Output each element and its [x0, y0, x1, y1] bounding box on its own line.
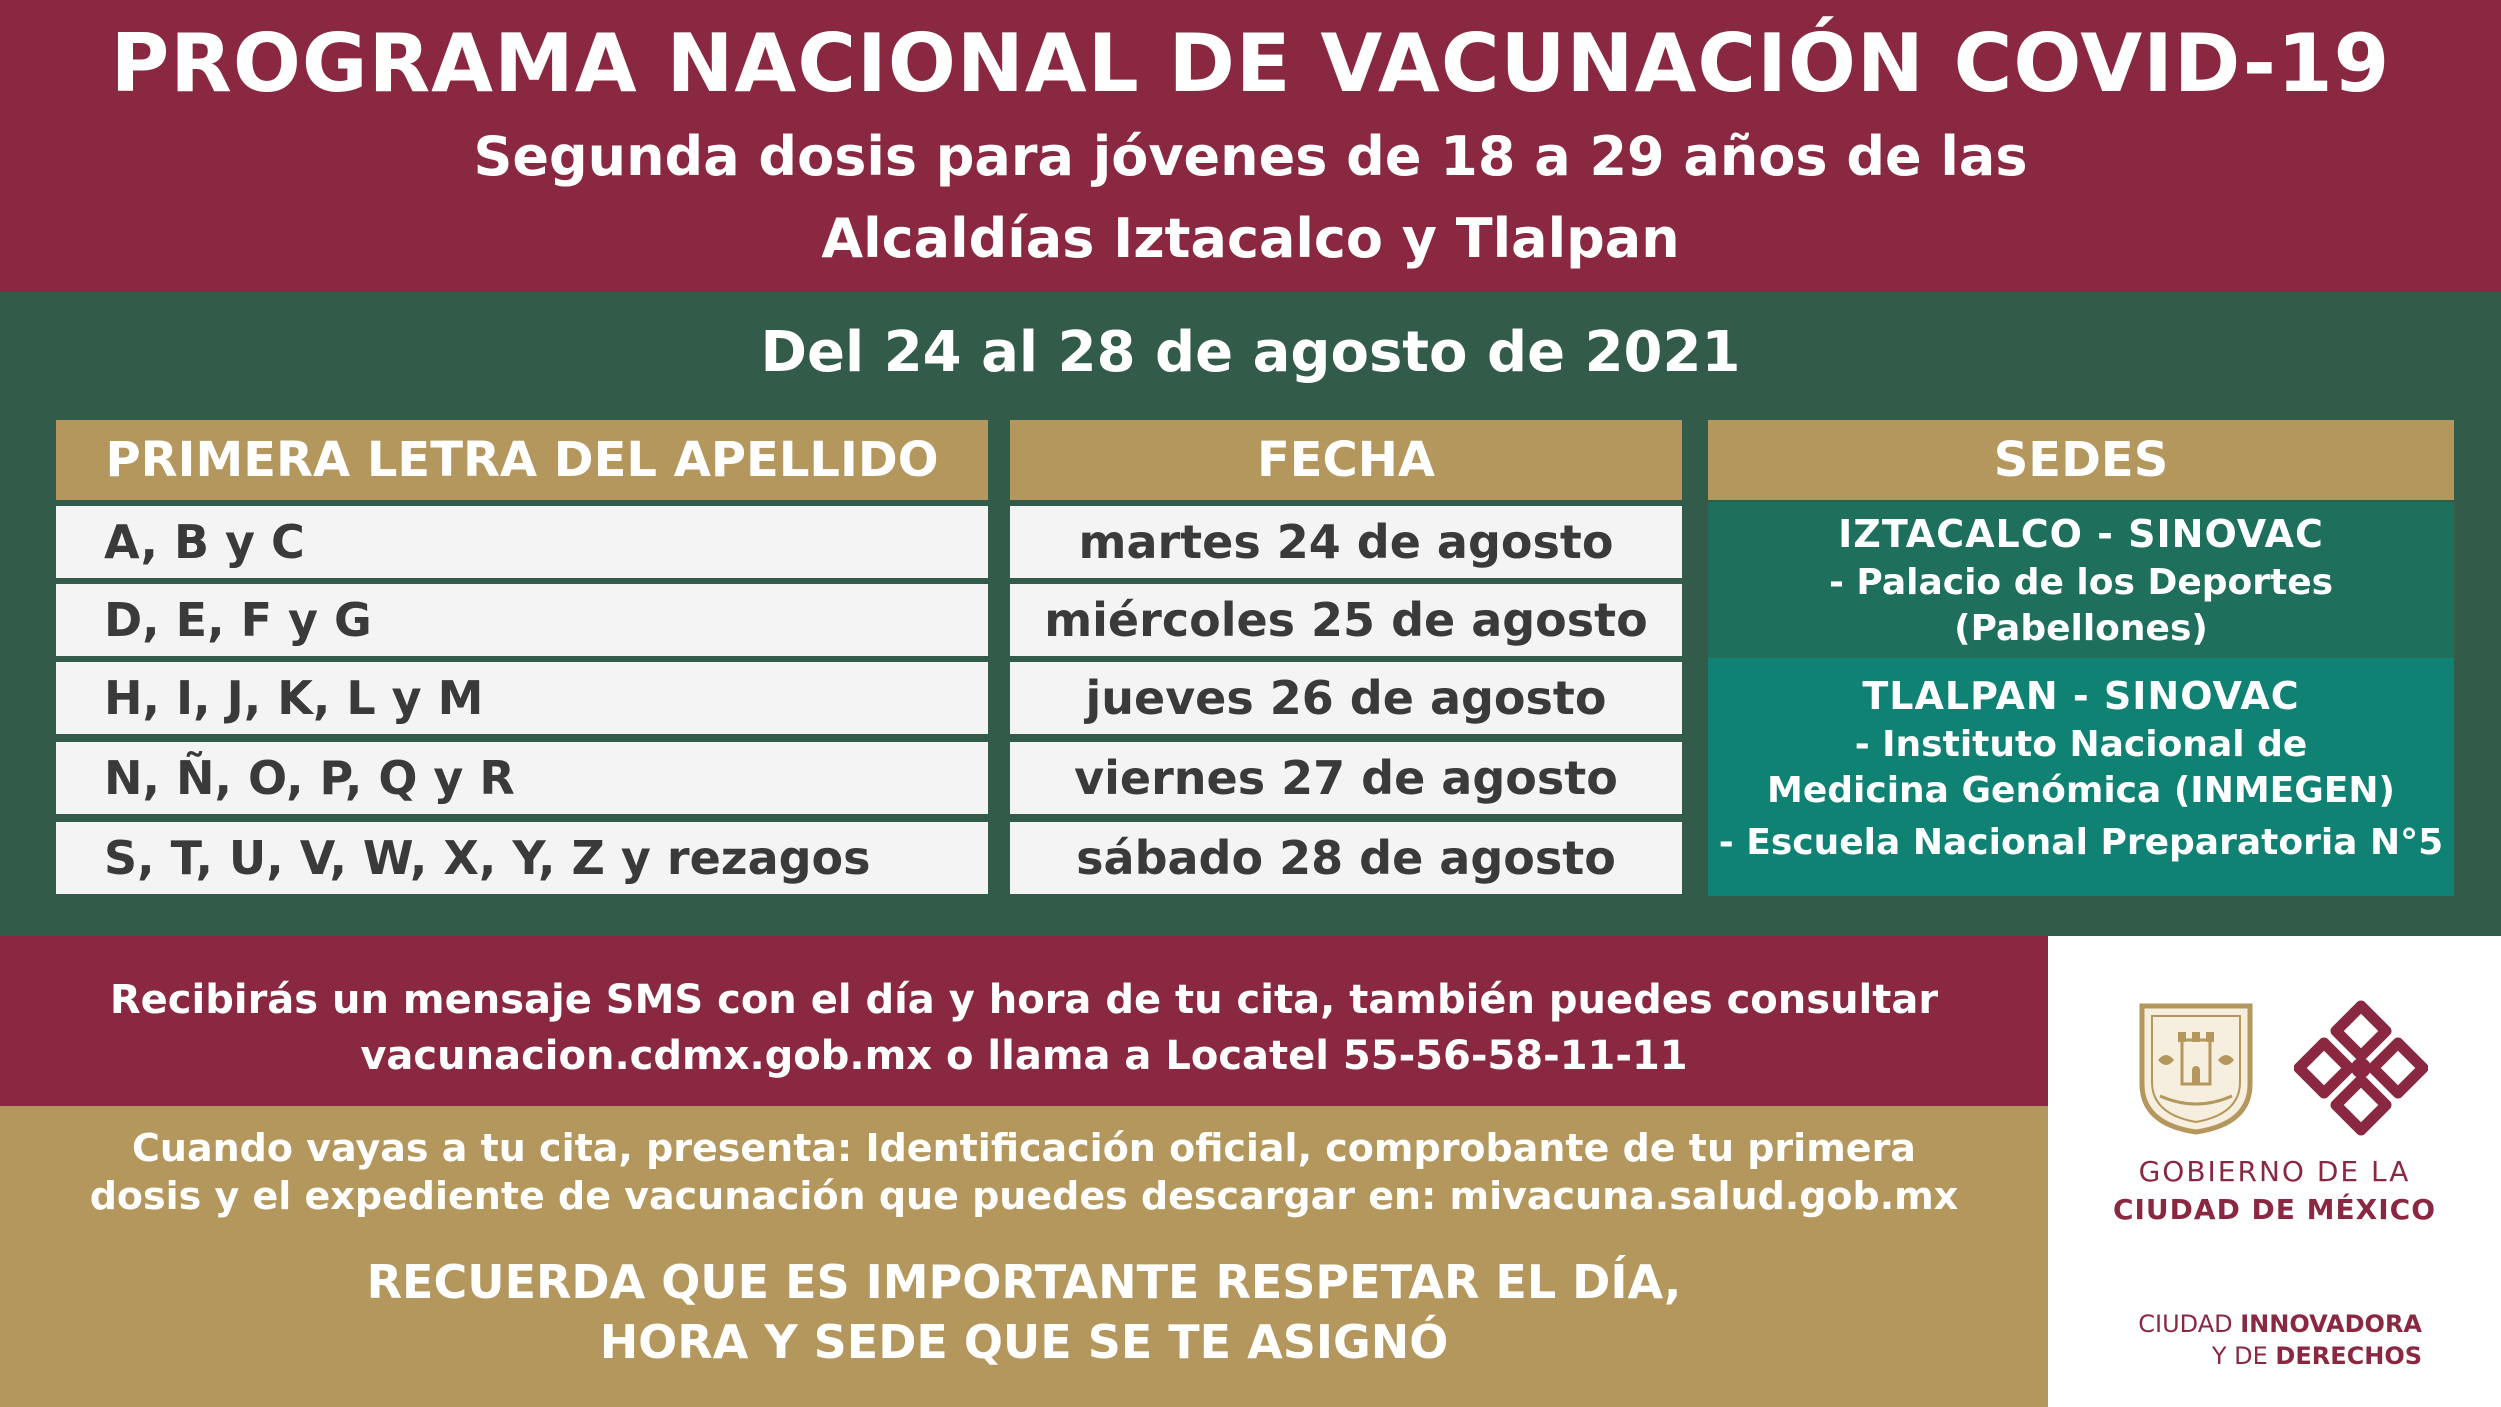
- date-row-2: miércoles 25 de agosto: [1010, 584, 1682, 656]
- letters-row-3: H, I, J, K, L y M: [56, 662, 988, 734]
- letters-row-2: D, E, F y G: [56, 584, 988, 656]
- venue-iztacalco-line-1: - Palacio de los Deportes: [1828, 562, 2334, 603]
- venue-tlalpan-line-1: - Instituto Nacional de: [1854, 724, 2308, 765]
- slogan-word-innovadora: INNOVADORA: [2240, 1310, 2422, 1338]
- requirements-line-2: dosis y el expediente de vacunación que puedes descargar en: mivacuna.salud.gob.mx: [89, 1174, 1959, 1218]
- date-column-header: FECHA: [1010, 420, 1682, 500]
- venue-iztacalco-line-2: (Pabellones): [1954, 608, 2208, 649]
- slogan-word-derechos: DERECHOS: [2275, 1342, 2422, 1370]
- page-title: PROGRAMA NACIONAL DE VACUNACIÓN COVID-19: [110, 17, 2391, 110]
- date-row-5: sábado 28 de agosto: [1010, 822, 1682, 894]
- letters-row-5: S, T, U, V, W, X, Y, Z y rezagos: [56, 822, 988, 894]
- reminder-line-1: RECUERDA QUE ES IMPORTANTE RESPETAR EL DÍA,: [366, 1255, 1682, 1309]
- venue-tlalpan-line-3: - Escuela Nacional Preparatoria N°5: [1718, 822, 2444, 863]
- subtitle-line-1: Segunda dosis para jóvenes de 18 a 29 años de las: [473, 125, 2028, 188]
- coat-of-arms-icon: [2136, 1000, 2256, 1136]
- venue-tlalpan-line-2: Medicina Genómica (INMEGEN): [1767, 770, 2395, 811]
- venue-tlalpan-title: TLALPAN - SINOVAC: [1862, 674, 2300, 718]
- cdmx-logo-icon: [2294, 994, 2428, 1142]
- sms-notice-line-2: vacunacion.cdmx.gob.mx o llama a Locatel 55-56-58-11-11: [360, 1033, 1688, 1079]
- date-range: Del 24 al 28 de agosto de 2021: [760, 320, 1741, 385]
- slogan-word-ciudad: CIUDAD: [2138, 1310, 2241, 1338]
- slogan-line-2: [2048, 1340, 2422, 1372]
- venue-iztacalco-title: IZTACALCO - SINOVAC: [1838, 512, 2324, 556]
- letters-row-4: N, Ñ, O, P, Q y R: [56, 742, 988, 814]
- date-row-4: viernes 27 de agosto: [1010, 742, 1682, 814]
- venue-iztacalco: [1708, 502, 2454, 658]
- date-row-1: martes 24 de agosto: [1010, 506, 1682, 578]
- slogan-line-1: [2048, 1308, 2422, 1340]
- date-row-3: jueves 26 de agosto: [1010, 662, 1682, 734]
- government-name-line-1: GOBIERNO DE LA: [2138, 1155, 2411, 1188]
- venues-column-header: SEDES: [1708, 420, 2454, 500]
- reminder-line-2: HORA Y SEDE QUE SE TE ASIGNÓ: [599, 1315, 1449, 1369]
- government-name-line-2: CIUDAD DE MÉXICO: [2112, 1193, 2437, 1226]
- letters-row-1: A, B y C: [56, 506, 988, 578]
- slogan-word-y-de: Y DE: [2211, 1342, 2276, 1370]
- letters-column-header: PRIMERA LETRA DEL APELLIDO: [56, 420, 988, 500]
- requirements-line-1: Cuando vayas a tu cita, presenta: Identificación oficial, comprobante de tu primera: [132, 1126, 1916, 1170]
- venue-tlalpan: [1708, 658, 2454, 896]
- sms-notice-line-1: Recibirás un mensaje SMS con el día y hora de tu cita, también puedes consultar: [109, 977, 1939, 1023]
- subtitle-line-2: Alcaldías Iztacalco y Tlalpan: [821, 207, 1680, 270]
